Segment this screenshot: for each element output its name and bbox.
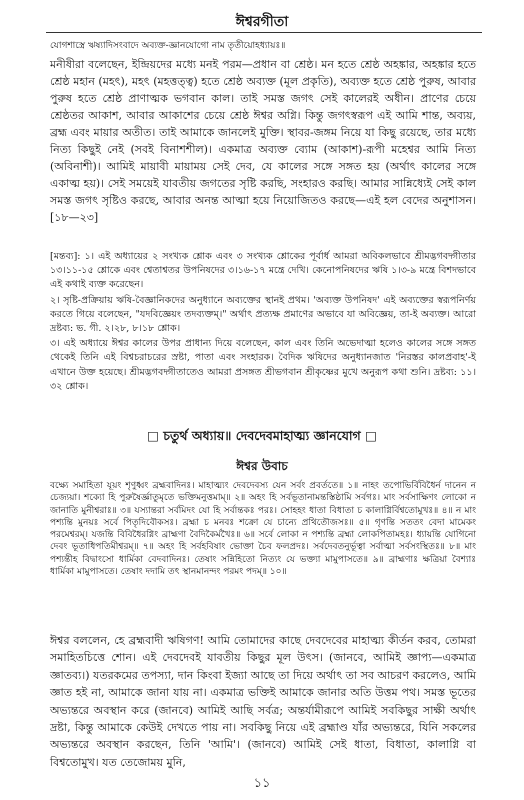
header-rule — [46, 32, 482, 33]
chapter-heading: □ চতুর্থ অধ্যায়॥ দেবদেবমাহাত্ম্য জ্ঞানযোগ □ — [147, 428, 377, 443]
note-1: [মন্তব্য]: ১। এই অধ্যায়ের ২ সংখ্যক শ্লোক এবং ৩ সংখ্যক শ্লোকের পূর্বার্ধ আমরা অবিকলভাবে শ্রীমদ্ভগবদ্গীতার ১৩।১১-১৫ শ্লোকে এবং শ্বেতাশ্বতর উপনিষদের ৩।১৬-১৭ মন্ত্রে দেখি। কেনোপনিষদের ঋষি ১।৩-৯ মন্ত্রে বিশদভাবে এই কথাই ব্যক্ত করেছেন। — [50, 251, 476, 291]
chapter-colophon: যোগশাস্ত্রে ঋষ্যাদিসংবাদে অব্যক্ত-জ্ঞানযোগো নাম তৃতীয়োহধ্যায়ঃ॥ — [50, 41, 286, 51]
body-paragraph: মনীষীরা বলেছেন, ইন্দ্রিয়দের মধ্যে মনই পরম—প্রধান বা শ্রেষ্ঠ। মন হতে শ্রেষ্ঠ অহঙ্কার, অহঙ্কার হতে শ্রেষ্ঠ মহান (মহৎ), মহৎ (মহত্তত্ত্ব) হতে শ্রেষ্ঠ অব্যক্ত (মূল প্রকৃতি), অব্যক্ত হতে শ্রেষ্ঠ পুরুষ, আবার পুরুষ হতে শ্রেষ্ঠ প্রাণাত্মক ভগবান কাল। তাই সমস্ত জগৎ সেই কালেরই অধীন। প্রাণের চেয়ে শ্রেষ্ঠতর আকাশ, আবার আকাশের চেয়ে শ্রেষ্ঠ ঈশ্বর অগ্নি। কিন্তু জগৎস্বরূপ এই আমি শান্ত, অব্যয়, ব্রহ্ম এবং মায়ার অতীত। তাই আমাকে জানলেই মুক্তি। স্থাবর-জঙ্গম নিয়ে যা কিছু রয়েছে, তার মধ্যে নিত্য কিছুই নেই (সবই বিনাশশীল)। একমাত্র অব্যক্ত ব্যোম (আকাশ)-রূপী মহেশ্বর আমি নিত্য (অবিনাশী)। আমিই মায়াবী মায়াময় সেই দেব, যে কালের সঙ্গে সঙ্গত হয় (অর্থাৎ কালের সঙ্গে একাত্ম হয়)। সেই সময়েই যাবতীয় জগতের সৃষ্টি করছি, সংহারও করছি। আমার সান্নিধ্যেই সেই কাল সমস্ত জগৎ সৃষ্টিও করছে, আবার অনন্ত আত্মা হয়ে নিয়োজিতও করছে—এই হল বেদের অনুশাসন। [১৮—২৩] — [50, 58, 476, 224]
note-3: ৩। এই অধ্যায়ে ঈশ্বর কালের উপর প্রাধান্য দিয়ে বলেছেন, কাল এবং তিনি অভেদাত্মা হলেও কালের সঙ্গে সঙ্গত থেকেই তিনি এই বিশ্বচরাচরের স্রষ্টা, পাতা এবং সংহারক। বৈদিক ঋষিদের অনুধ্যানজাত 'নিরস্তর কালপ্রবাহ'-ই এখানে উক্ত হয়েছে। শ্রীমদ্ভগবদ্গীতাতেও আমরা প্রসঙ্গত শ্রীভগবান শ্রীকৃষ্ণের মুখে অনুরূপ কথা শুনি। দ্রষ্টব্য: ১১।৩২ শ্লোক। — [50, 338, 476, 392]
commentary-notes — [50, 250, 476, 395]
speaker-heading: ঈশ্বর উবাচ — [236, 459, 288, 473]
sanskrit-verses: বক্ষ্যে সমাহিতা যূয়ং শৃণুধ্বং ব্রহ্মবাদিনঃ। মাহাত্ম্যং দেবদেবস্য যেন সর্বং প্রবর্ততে॥ ১॥ নাহং তপোভির্বিবিধৈর্ন দানেন ন চেজ্যয়া। শক্যো হি পুরুষৈর্জ্ঞাতুমৃতে ভক্তিমনুত্তমাম্॥ ২॥ অহং হি সর্বভূতানামন্তস্তিষ্ঠামি সর্বগঃ। মাং সর্বসাক্ষিণং লোকো ন জানাতি মুনীশ্বরাঃ॥ ৩॥ যস্যান্তরা সর্বমিদং যো হি সর্বান্তকঃ পরঃ। সোহহং ধাতা বিধাতা চ কালাগ্নির্বিশ্বতোমুখঃ॥ ৪॥ ন মাং পশ্যন্তি মুনয়ঃ সর্বে পিতৃদিবৌকসঃ। ব্রহ্মা চ মনবঃ শক্রো যে চান্যে প্রথিতৌজসঃ॥ ৫॥ গৃণন্তি সততং বেদা মামেকং পরমেশ্বরম্। যজন্তি বিবিধৈরগ্নিং ব্রাহ্মণা বৈদিকৈর্মখৈঃ॥ ৬॥ সর্বে লোকা ন পশ্যন্তি ব্রহ্মা লোকপিতামহঃ। ধ্যায়ন্তি যোগিনো দেবং ভূতাধিপতিমীশ্বরম্॥ ৭॥ অহং হি সর্বহবিষাং ভোক্তা চৈব ফলপ্রদঃ। সর্বদেবতনুর্ভূত্বা সর্বাত্মা সর্বসংস্থিতঃ॥ ৮॥ মাং পশ্যন্তীহ বিদ্বাংসো ধার্মিকা বেদবাদিনঃ। তেষাং সন্নিহিতো নিত্যং যে ভক্ত্যা মামুপাসতে॥ ৯॥ ব্রাহ্মণাঃ ক্ষত্রিয়া বৈশ্যাঃ ধার্মিকা মামুপাসতে। তেষাং দদামি তৎ স্থানমানন্দং পরমং পদম্॥ ১০॥ — [50, 481, 476, 578]
page-number: ১১ — [253, 776, 271, 791]
translation-paragraph: ঈশ্বর বললেন, হে ব্রহ্মবাদী ঋষিগণ! আমি তোমাদের কাছে দেবদেবের মাহাত্ম্য কীর্তন করব, তোমরা সমাহিতচিত্তে শোন। এই দেবদেবই যাবতীয় কিছুর মূল উৎস। (জানবে, আমিই জ্ঞাপ্য—একমাত্র জ্ঞাতব্য।) যতরকমের তপস্যা, দান কিংবা ইজ্যা আছে তা দিয়ে অর্থাৎ তা সব আচরণ করলেও, আমি জ্ঞাত হই না, আমাকে জানা যায় না। একমাত্র ভক্তিই আমাকে জানার অতি উত্তম পথ। সমস্ত ভূতের অভ্যন্তরে অবস্থান করে (জানবে) আমিই আছি সর্বত্র; অন্তর্যামীরূপে আমিই সবকিছুর সাক্ষী অর্থাৎ দ্রষ্টা, কিন্তু আমাকে কেউই দেখতে পায় না। সবকিছু নিয়ে এই ব্রহ্মাণ্ড যাঁর অভ্যন্তরে, যিনি সকলের অভ্যন্তরে অবস্থান করছেন, তিনি 'আমি'। (জানবে) আমিই সেই ধাতা, বিধাতা, কালাগ্নি বা বিশ্বতোমুখ। যত তেজোময় মুনি, — [50, 634, 476, 769]
running-header: ঈশ্বরগীতা — [235, 14, 289, 30]
note-2: ২। সৃষ্টি-প্রক্রিয়ায় ঋষি-বৈজ্ঞানিকদের অনুধ্যানে অব্যক্তের স্থানই প্রথম। 'অব্যক্ত উপনিষদ' এই অব্যক্তের স্বরূপনির্ণয় করতে গিয়ে বলেছেন, "যদবিজ্ঞেয়ং তদব্যক্তম্।" অর্থাৎ প্রত্যক্ষ প্রমাণের অভাবে যা অবিজ্ঞেয়, তা-ই অব্যক্ত। আরো দ্রষ্টব্য: ভ. গী. ২।২৮, ৮।১৮ শ্লোক। — [50, 294, 476, 335]
